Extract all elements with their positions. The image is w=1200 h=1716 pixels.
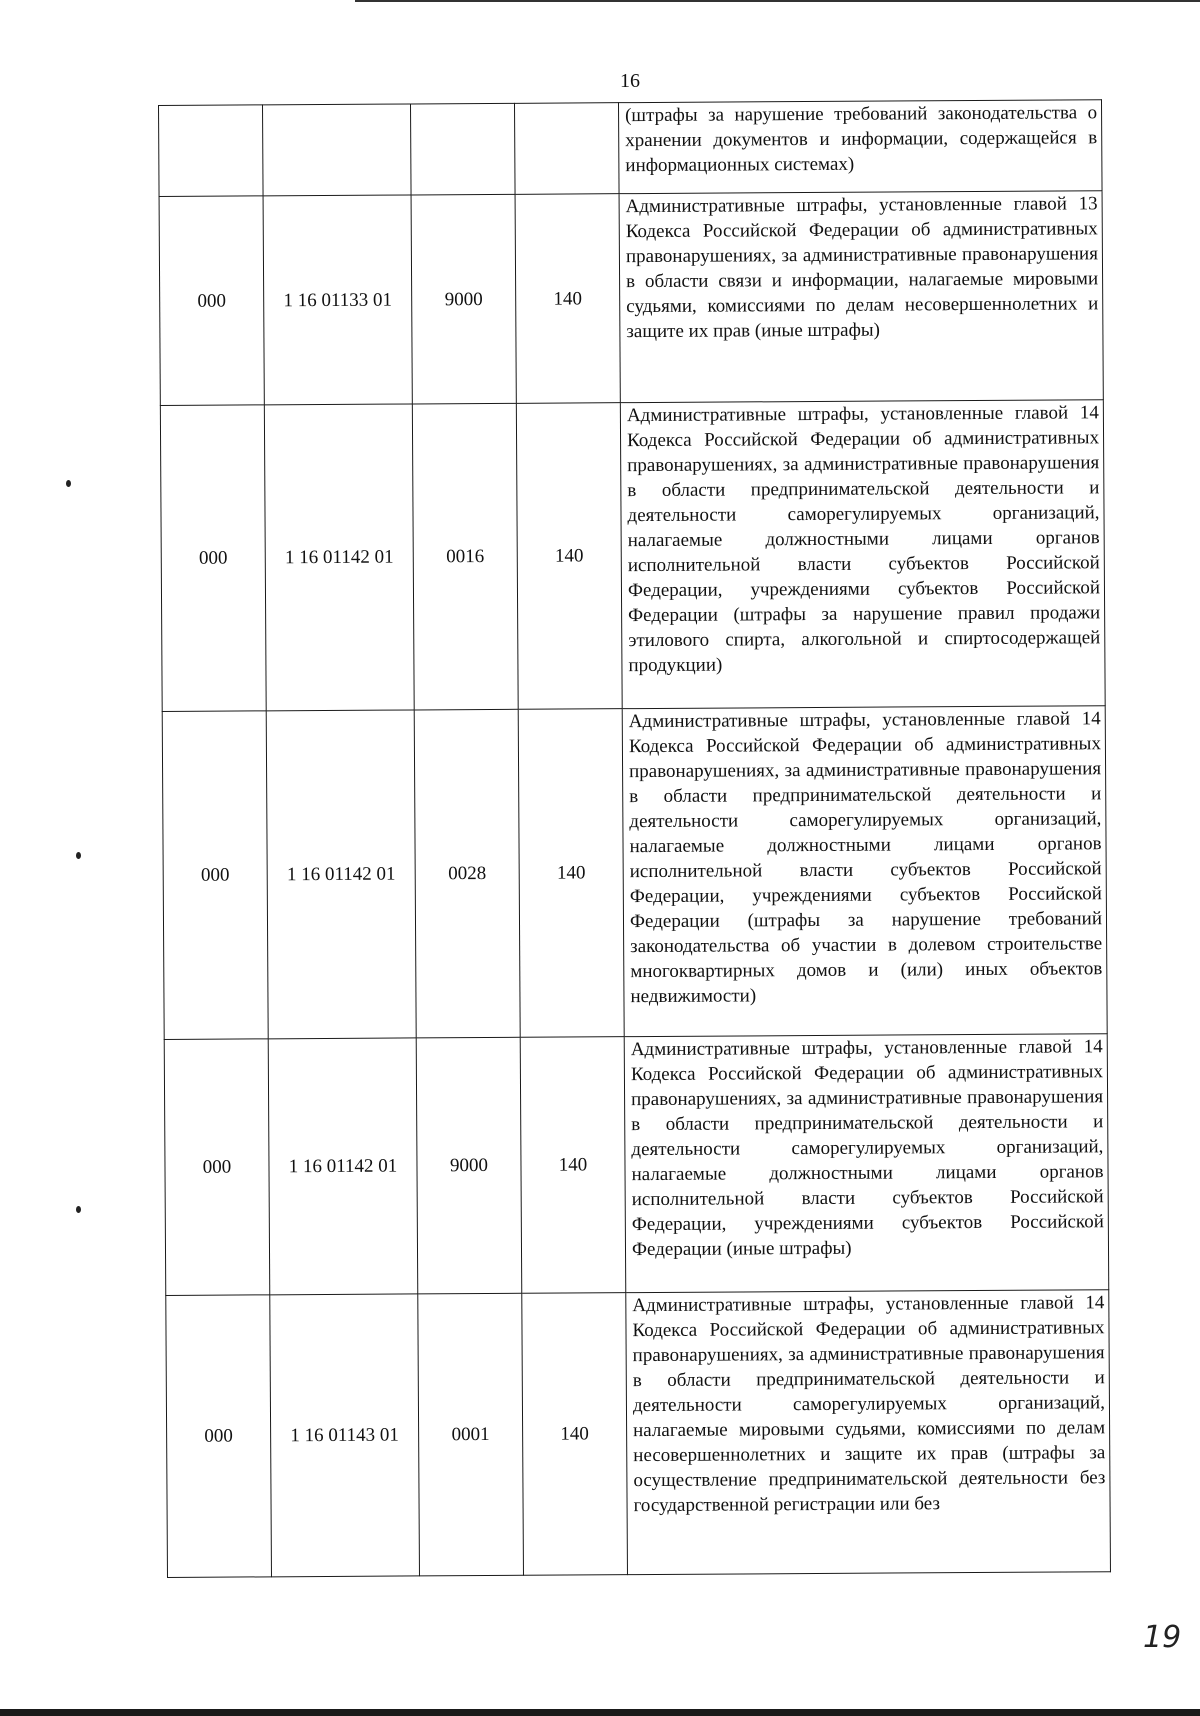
classification-code-cell: 140 [520, 1037, 626, 1294]
subtype-code-cell: 9000 [416, 1037, 522, 1294]
description-cell: (штрафы за нарушение требований законодательства о хранении документов и информации, содержащейся в информационных системах) [618, 100, 1102, 194]
classification-code-cell: 140 [522, 1293, 628, 1576]
budget-codes-table [158, 99, 1111, 1578]
scan-speck [76, 1206, 81, 1213]
table-row [160, 400, 1105, 712]
table-row [159, 100, 1103, 197]
table-row [166, 1290, 1111, 1578]
description-cell: Административные штрафы, установленные главой 14 Кодекса Российской Федерации об административных правонарушениях, за административные правонарушения в области предпринимательской деятельности и деятельности саморегулируемых организаций, налагаемые должностными лицами органов исполнительной власти субъектов Российской Федерации, учреждениями субъектов Российской Федерации (иные штрафы) [624, 1034, 1109, 1293]
scan-speck [66, 480, 71, 487]
page-number: 16 [620, 70, 640, 92]
table-row [164, 1034, 1109, 1296]
subtype-code-cell: 0016 [412, 403, 518, 710]
classification-code-cell: 140 [515, 194, 620, 404]
admin-code-cell: 000 [162, 711, 268, 1040]
kbk-code-cell: 1 16 01133 01 [263, 195, 412, 405]
description-cell: Административные штрафы, установленные главой 14 Кодекса Российской Федерации об административных правонарушениях, за административные правонарушения в области предпринимательской деятельности и деятельности саморегулируемых организаций, налагаемые должностными лицами органов исполнительной власти субъектов Российской Федерации, учреждениями субъектов Российской Федерации (штрафы за нарушение правил продажи этилового спирта, алкогольной и спиртосодержащей продукции) [620, 400, 1105, 709]
table-row [162, 706, 1107, 1040]
handwritten-sheet-number: 19 [1143, 1620, 1182, 1655]
classification-code-cell: 140 [516, 403, 622, 710]
classification-code-cell: 140 [518, 709, 624, 1038]
subtype-code-cell [410, 103, 515, 195]
classification-code-cell [514, 103, 619, 195]
kbk-code-cell: 1 16 01142 01 [268, 1038, 418, 1295]
subtype-code-cell: 9000 [411, 194, 516, 404]
table-row [159, 191, 1103, 406]
scan-bottom-rule [0, 1709, 1200, 1716]
admin-code-cell: 000 [160, 405, 266, 712]
description-cell: Административные штрафы, установленные главой 14 Кодекса Российской Федерации об административных правонарушениях, за административные правонарушения в области предпринимательской деятельности и деятельности саморегулируемых организаций, налагаемые мировыми судьями, комиссиями по делам несовершеннолетних и защите их прав (штрафы за осуществление предпринимательской деятельности без государственной регистрации или без [626, 1290, 1111, 1575]
kbk-code-cell: 1 16 01143 01 [270, 1294, 420, 1577]
description-cell: Административные штрафы, установленные главой 13 Кодекса Российской Федерации об административных правонарушениях, за административные правонарушения в области связи и информации, налагаемые мировыми судьями, комиссиями по делам несовершеннолетних и защите их прав (иные штрафы) [619, 191, 1103, 403]
scan-speck [76, 852, 81, 859]
kbk-code-cell [263, 104, 412, 196]
admin-code-cell: 000 [166, 1295, 272, 1578]
admin-code-cell: 000 [164, 1039, 270, 1296]
scan-top-rule [355, 0, 1200, 2]
description-cell: Административные штрафы, установленные главой 14 Кодекса Российской Федерации об административных правонарушениях, за административные правонарушения в области предпринимательской деятельности и деятельности саморегулируемых организаций, налагаемые должностными лицами органов исполнительной власти субъектов Российской Федерации, учреждениями субъектов Российской Федерации (штрафы за нарушение требований законодательства об участии в долевом строительстве многоквартирных домов и (или) иных объектов недвижимости) [622, 706, 1107, 1037]
kbk-code-cell: 1 16 01142 01 [264, 404, 414, 711]
subtype-code-cell: 0001 [418, 1293, 524, 1576]
admin-code-cell: 000 [159, 196, 264, 406]
subtype-code-cell: 0028 [414, 709, 520, 1038]
admin-code-cell [159, 105, 264, 197]
kbk-code-cell: 1 16 01142 01 [266, 710, 416, 1039]
